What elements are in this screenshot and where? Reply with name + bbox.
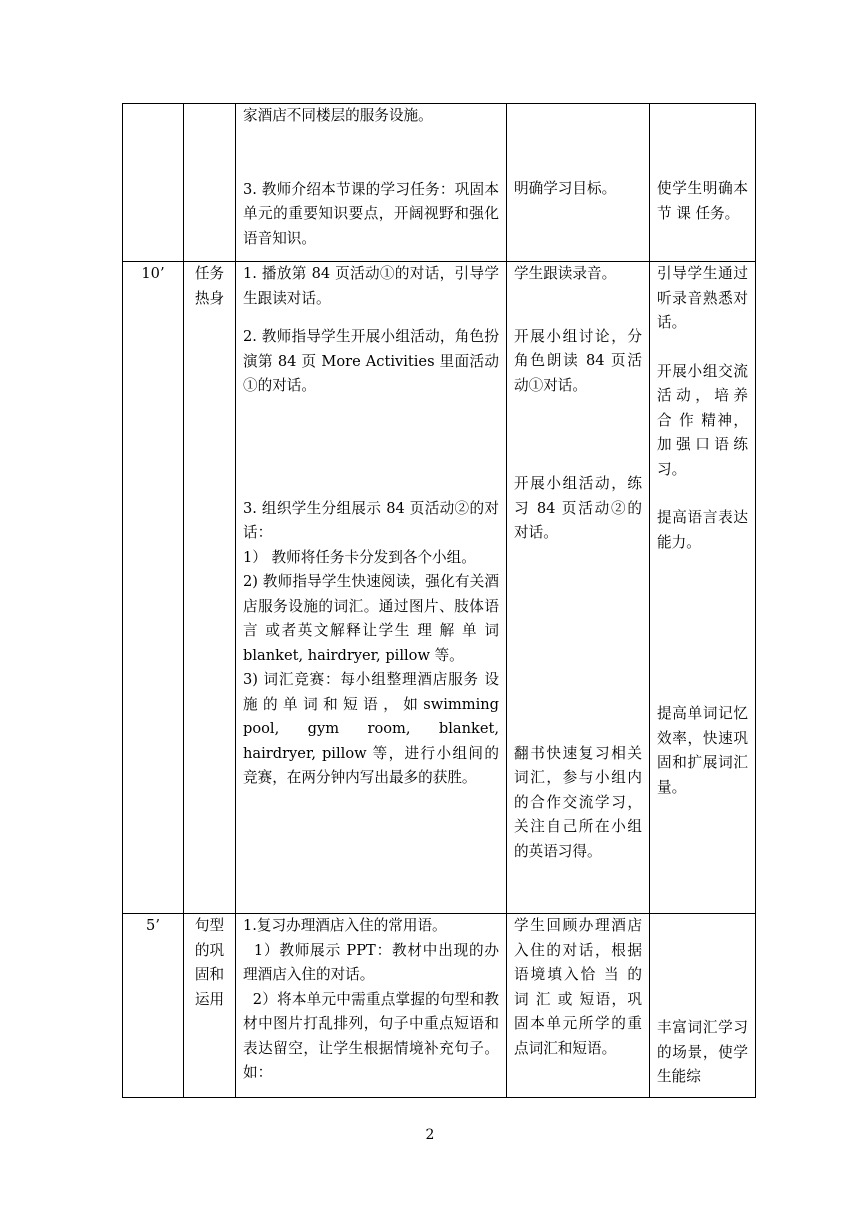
stage-cell: 任务热身 <box>184 262 236 914</box>
purpose-item-1: 引导学生通过听录音熟悉对话。 <box>657 265 748 331</box>
teacher-item-1: 1. 播放第 84 页活动①的对话，引导学生跟读对话。 <box>243 265 499 307</box>
student-item-1: 学生跟读录音。 <box>514 265 617 282</box>
purpose-cell <box>650 262 756 914</box>
student-activity-cell <box>507 262 650 914</box>
teacher-activity-cell <box>236 914 507 1098</box>
student-item-3: 明确学习目标。 <box>514 180 617 197</box>
purpose-item-4: 提高单词记忆效率，快速巩固和扩展词汇量。 <box>657 705 748 796</box>
stage-cell <box>184 104 236 262</box>
time-cell: 10’ <box>123 262 184 914</box>
purpose-cell <box>650 914 756 1098</box>
purpose-item-1: 丰富词汇学习的场景，使学生能综 <box>657 1019 748 1085</box>
teacher-item-2: 2. 教师指导学生开展小组活动，角色扮演第 84 页 More Activities 里面活动①的对话。 <box>243 328 499 394</box>
student-activity-cell <box>507 914 650 1098</box>
purpose-item-2: 开展小组交流活动，培养 合 作 精神，加强口语练习。 <box>657 362 753 478</box>
table-row <box>123 914 756 1098</box>
teacher-item-1: 1.复习办理酒店入住的常用语。 <box>243 917 447 934</box>
student-item-3: 开展小组活动，练习 84 页活动②的对话。 <box>514 475 642 541</box>
teacher-intro-text: 家酒店不同楼层的服务设施。 <box>243 107 433 124</box>
teacher-activity-cell <box>236 104 507 262</box>
teacher-subitem-1: 1） 教师将任务卡分发到各个小组。 <box>243 548 476 566</box>
teacher-subitem-2: 2) 教师指导学生快速阅读，强化有关酒店服务设施的词汇。通过图片、肢体语言 或者英文解释让学生 理 解 单 词 blanket, hairdryer, pillow 等。 <box>243 573 504 664</box>
table-row <box>123 104 756 262</box>
table-row <box>123 262 756 914</box>
student-item-2: 开展小组讨论，分角色朗读 84 页活动①对话。 <box>514 327 642 394</box>
student-item-1: 学生回顾办理酒店入住的对话，根据语境填入恰 当 的 词 汇 或 短语，巩固本单元所学的重点词汇和短语。 <box>514 917 647 1057</box>
teacher-item-3: 3. 组织学生分组展示 84 页活动②的对话： <box>243 499 499 541</box>
purpose-cell <box>650 104 756 262</box>
purpose-item-3: 使学生明确本 节 课 任务。 <box>657 180 753 222</box>
stage-cell: 句型的巩固和运用 <box>184 914 236 1098</box>
teacher-item-3: 3. 教师介绍本节课的学习任务：巩固本单元的重要知识要点，开阔视野和强化语音知识。 <box>243 180 499 247</box>
purpose-item-3: 提高语言表达能力。 <box>657 509 748 551</box>
teacher-activity-cell <box>236 262 507 914</box>
teacher-subitem-2: 2）将本单元中需重点掌握的句型和教材中图片打乱排列，句子中重点短语和表达留空，让学生根据情境补充句子。如： <box>243 990 499 1081</box>
teacher-subitem-3: 3) 词汇竞赛：每小组整理酒店服务 设 施 的 单 词 和 短 语 ， 如 swimming pool, gym room, blanket, hairdryer, pillow 等，进行小组间的竞赛，在两分钟内写出最多的获胜。 <box>243 671 504 786</box>
teacher-subitem-1: 1）教师展示 PPT：教材中出现的办理酒店入住的对话。 <box>243 941 499 983</box>
page-number: 2 <box>425 1127 435 1143</box>
time-cell <box>123 104 184 262</box>
student-activity-cell <box>507 104 650 262</box>
student-item-4: 翻书快速复习相关词汇，参与小组内的合作交流学习，关注自己所在小组的英语习得。 <box>514 744 642 860</box>
time-cell: 5’ <box>123 914 184 1098</box>
lesson-plan-table <box>122 103 756 1098</box>
